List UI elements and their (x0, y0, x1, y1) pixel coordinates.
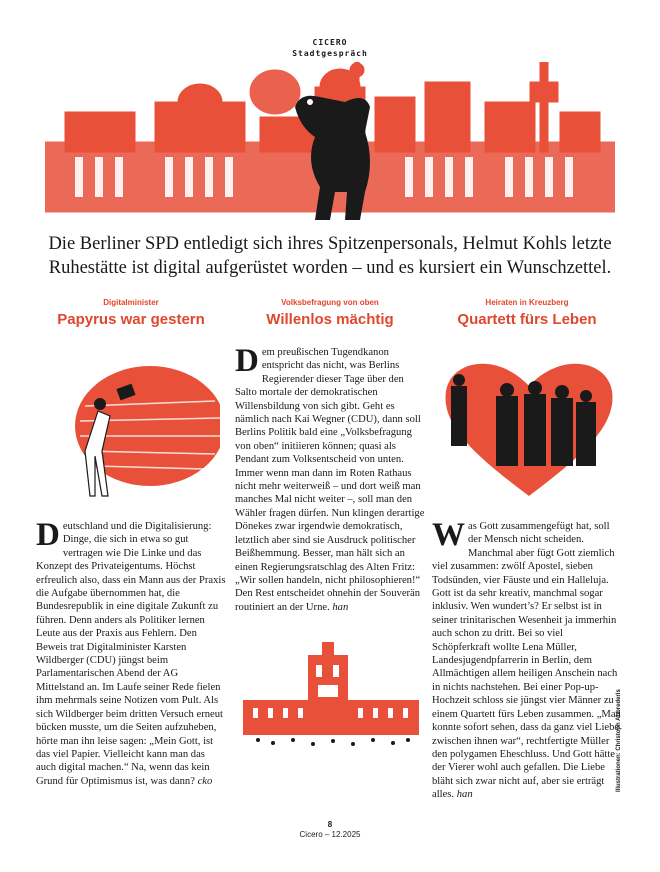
article-text: as Gott zusammengefügt hat, soll der Mensch nicht scheiden. Manchmal aber fügt Gott ziemlich viel zusammen: zwölf Apostel, sieben Todsünden, vier Fäuste und ein Halleluja. Gott ist da sehr kreativ, manchmal sogar inklusiv. Wen wundert’s? Er selbst ist in seiner trinitarischen Wesenheit ja immerhin auch schon zu dritt. Bei so viel Schöpferkraft wollte Lena Müller, Landesjugendpfarrerin in Berlin, dem Allmächtigen allem heiligen Anschein nach in nichts nachstehen. Bei einer Pop-up-Hochzeit schloss sie jüngst vier Männer zu einem Quartett fürs Leben zusammen. „Man konnte sofort sehen, dass da ganz viel Liebe zwischen ihnen war“, rechtfertigte Müller den polygamen Eheschluss. Und Gott hätte der Vierer wohl auch gefallen. Die Liebe bläht sich zwar nicht auf, aber sie erträgt alles. (432, 521, 621, 801)
paper-pile-illustration (40, 356, 220, 508)
page-number: 8 (327, 820, 333, 829)
brand-label: CICERO (312, 38, 348, 47)
berlin-skyline-illustration (45, 62, 615, 222)
column-eyebrow: Volksbefragung von oben (281, 298, 379, 307)
column-volksbefragung (235, 298, 425, 328)
column-body (36, 517, 226, 788)
column-heiraten (432, 298, 622, 328)
column-title: Willenlos mächtig (266, 311, 394, 328)
drop-cap: D (235, 343, 259, 379)
author-signature: han (456, 789, 473, 801)
heart-quartet-illustration (436, 346, 622, 511)
column-title: Papyrus war gestern (57, 311, 205, 328)
page-headline: Die Berliner SPD entledigt sich ihres Spitzenpersonals, Helmut Kohls letzte Ruhestätte ist digital aufgerüstet worden – und es kursiert ein Wunschzettel. (48, 234, 612, 278)
column-body (432, 517, 622, 802)
column-body (235, 343, 425, 614)
section-label: Stadtgespräch (292, 49, 368, 58)
page-footer (0, 820, 660, 840)
illustration-credit: Illustrationen: Christoph Abbrederis (616, 689, 622, 792)
column-digitalminister (36, 298, 226, 328)
column-eyebrow: Heiraten in Kreuzberg (485, 298, 569, 307)
column-eyebrow: Digitalminister (103, 298, 159, 307)
author-signature: han (332, 601, 349, 613)
article-text: em preußischen Tugendkanon entspricht das nicht, was Berlins Regierender dieser Tage über den Salto mortale der demokratischen Willensbildung von sich gibt. Geht es nämlich nach Kai Wegner (CDU), dann soll Berlins Politik bald eine „Volksbefragung von oben“ initiieren können; quasi als Pendant zum Volksentscheid von unten. Immer wenn man dann im Roten Rathaus nicht mehr weiterweiß – und dort weiß man manches Mal nicht weiter –, soll man den Wähler fragen dürfen. Nun klingen derartige Dönekes zwar irgendwie demokratisch, letztlich aber sind sie Ausdruck politischer Beißhemmung. Besser, man hält sich an einen Regierungsratschlag des Alten Fritz: „Wir sollen handeln, nicht philosophieren!“ Den Rest entscheidet ohnehin der Souverän routiniert an der Urne. (235, 347, 425, 613)
drop-cap: W (432, 517, 465, 553)
column-title: Quartett fürs Leben (457, 311, 597, 328)
drop-cap: D (36, 517, 60, 553)
section-kicker (0, 37, 660, 59)
rotes-rathaus-illustration (238, 640, 424, 750)
article-text: eutschland und die Digitalisierung: Dinge, die sich in etwa so gut vertragen wie Die Linke und das Konzept des Privateigentums. Höchst erfreulich also, dass ein Mann aus der Praxis die Aufgabe übernommen hat, die Bundesrepublik in eine digitale Zukunft zu führen. Denn anders als Politiker lernen Leute aus der Praxis aus Fehlern. Den Beweis trat Digitalminister Karsten Wildberger (CDU) jüngst beim Parlamentarischen Abend der AG Mittelstand an. Im Laufe seiner Rede fielen ihm mehrmals seine Notizen vom Pult. Als sich Wildberger beim dritten Versuch erneut bücken musste, um die Seiten aufzuheben, hörte man ihn leise sagen: „Mein Gott, ist das viel Papier. Vielleicht kann man das auch digital machen.“ Na, wenn das kein Grund für Optimismus ist, was dann? (36, 521, 226, 787)
issue-label: Cicero – 12.2025 (299, 830, 361, 839)
author-signature: cko (197, 775, 213, 787)
